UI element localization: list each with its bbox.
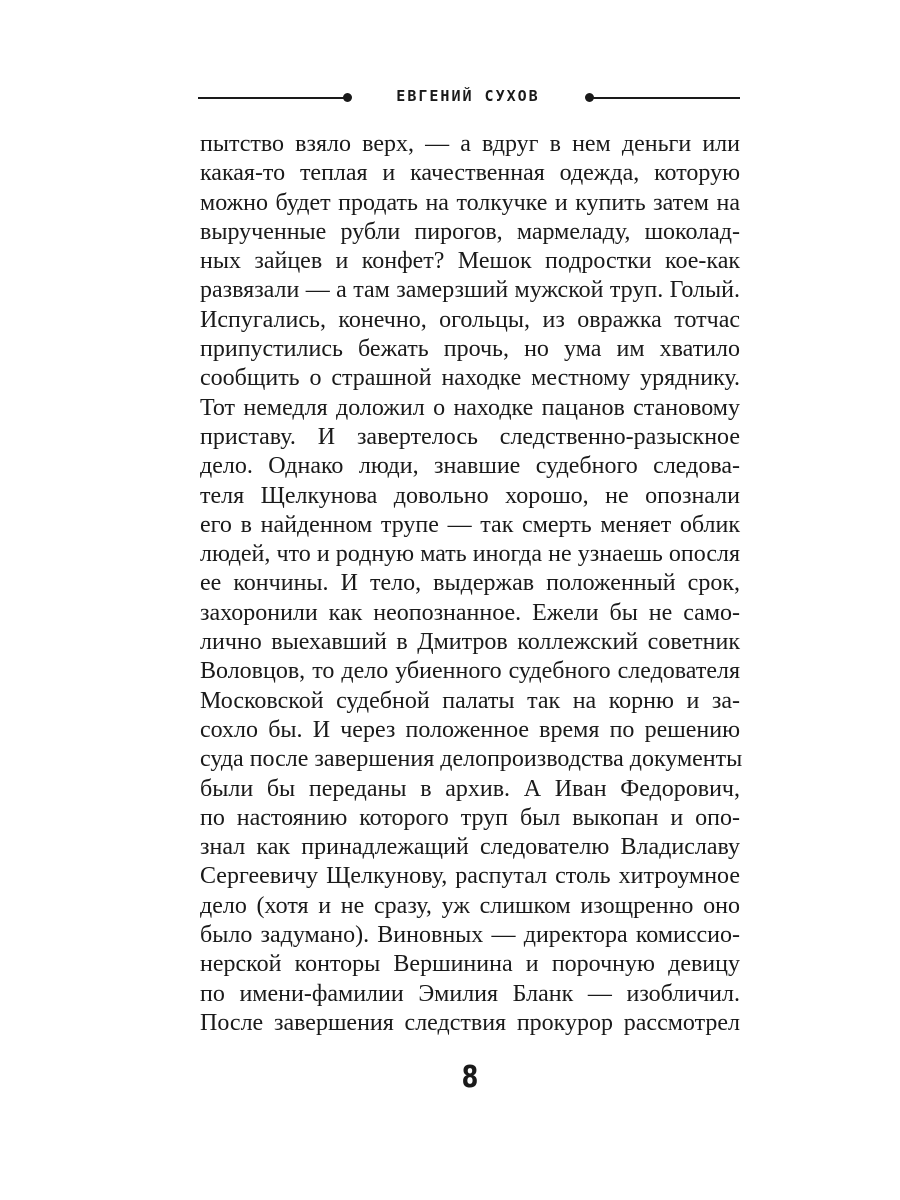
text-line: можно будет продать на толкучке и купить затем на xyxy=(200,189,740,216)
text-line: пытство взяло верх, — а вдруг в нем деньги или xyxy=(200,131,740,157)
running-head-right-rule xyxy=(588,97,740,99)
text-line: ее кончины. И тело, выдержав положенный срок, xyxy=(200,570,740,597)
text-line: по имени-фамилии Эмилия Бланк — изобличил. xyxy=(200,980,740,1007)
running-head xyxy=(198,84,740,108)
text-line: сохло бы. И через положенное время по решению xyxy=(200,716,740,743)
text-line: суда после завершения делопроизводства документы xyxy=(200,746,743,773)
text-line: нерской конторы Вершинина и порочную девицу xyxy=(200,951,740,978)
text-line: дело. Однако люди, знавшие судебного следова- xyxy=(200,453,740,480)
text-line: вырученные рубли пирогов, мармеладу, шоколад- xyxy=(200,218,740,245)
text-line: Сергеевичу Щелкунову, распутал столь хитроумное xyxy=(200,863,740,890)
text-line: Испугались, конечно, огольцы, из овражка тотчас xyxy=(200,306,740,333)
text-line: теля Щелкунова довольно хорошо, не опознали xyxy=(200,482,740,509)
text-line: ных зайцев и конфет? Мешок подростки кое-как xyxy=(200,248,740,275)
text-line: После завершения следствия прокурор рассмотрел xyxy=(200,1009,740,1036)
text-line: его в найденном трупе — так смерть меняет облик xyxy=(200,511,740,538)
text-line: какая-то теплая и качественная одежда, которую xyxy=(200,160,740,187)
running-head-left-bullet xyxy=(343,93,352,102)
text-line: были бы переданы в архив. А Иван Федорович, xyxy=(200,775,740,802)
text-line: людей, что и родную мать иногда не узнаешь опосля xyxy=(200,541,740,568)
text-line: было задумано). Виновных — директора комиссио- xyxy=(200,922,740,949)
text-line: приставу. И завертелось следственно-разыскное xyxy=(200,423,740,450)
text-line: припустились бежать прочь, но ума им хватило xyxy=(200,336,740,363)
text-line: дело (хотя и не сразу, уж слишком изощренно оно xyxy=(200,892,740,919)
running-head-left-rule xyxy=(198,97,346,99)
text-line: лично выехавший в Дмитров коллежский советник xyxy=(200,629,740,656)
text-line: Московской судебной палаты так на корню и за- xyxy=(200,687,740,714)
text-line: сообщить о страшной находке местному уряднику. xyxy=(200,365,740,392)
text-line: захоронили как неопознанное. Ежели бы не само- xyxy=(200,599,740,626)
body-text xyxy=(200,130,743,1038)
text-line: по настоянию которого труп был выкопан и опо- xyxy=(200,804,740,831)
author-name: ЕВГЕНИЙ СУХОВ xyxy=(396,87,540,105)
text-line: развязали — а там замерзший мужской труп. Голый. xyxy=(200,277,740,304)
text-line: Воловцов, то дело убиенного судебного следователя xyxy=(200,658,740,685)
page-number: 8 xyxy=(461,1060,479,1095)
text-line: Тот немедля доложил о находке пацанов становому xyxy=(200,394,740,421)
text-line: знал как принадлежащий следователю Владиславу xyxy=(200,834,740,861)
